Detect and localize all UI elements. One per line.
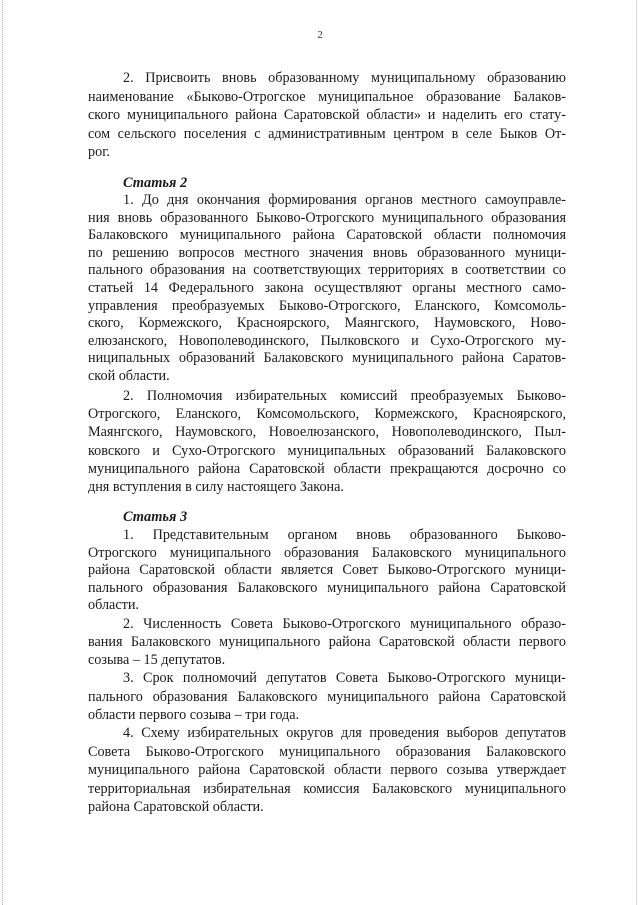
text-line: Маянгского, Наумовского, Новоелюзанского, Новополеводинского, Пыл-	[88, 424, 566, 441]
text-line: пального образования Балаковского муниципального района Саратовской	[88, 688, 566, 705]
article-3-paragraph-2	[88, 615, 566, 669]
text-line: статьей 14 Федерального закона осуществляют органы местного само-	[88, 279, 566, 296]
text-line: ниципальных образований Балаковского муниципального района Саратов-	[88, 350, 566, 367]
paragraph-name-assignment	[88, 69, 566, 162]
article-2-paragraph-2	[88, 387, 566, 496]
text-line: ской области.	[88, 367, 170, 384]
scan-edge-right	[636, 0, 637, 905]
text-line: 2. Полномочия избирательных комиссий преобразуемых Быково-	[123, 388, 566, 404]
text-line: 1. До дня окончания формирования органов местного самоуправле-	[123, 192, 566, 208]
article-3-paragraph-4	[88, 724, 566, 817]
text-line: дня вступления в силу настоящего Закона.	[88, 478, 344, 495]
scan-edge-left	[2, 0, 3, 905]
text-line: елюзанского, Новополеводинского, Пылковского и Сухо-Отрогского му-	[88, 332, 566, 349]
text-line: ковского и Сухо-Отрогского муниципальных образований Балаковского	[88, 442, 566, 459]
text-line: ского муниципального района Саратовской области» и наделить его стату-	[88, 107, 566, 123]
text-line: управления преобразуемых Быково-Отрогского, Еланского, Комсомоль-	[88, 297, 566, 314]
text-line: муниципального района Саратовской области первого созыва утверждает	[88, 762, 566, 778]
text-line: ния вновь образованного Быково-Отрогского муниципального образования	[88, 209, 566, 226]
article-3-paragraph-1	[88, 527, 566, 615]
text-line: территориальная избирательная комиссия Балаковского муниципального	[88, 780, 566, 797]
text-line: 3. Срок полномочий депутатов Совета Быково-Отрогского муници-	[123, 670, 566, 686]
text-line: пального образования на соответствующих территориях в соответствии со	[88, 262, 566, 279]
page-number: 2	[317, 29, 323, 41]
text-line: 1. Представительным органом вновь образованного Быково-	[123, 527, 566, 543]
article-3-paragraph-3	[88, 669, 566, 725]
text-line: наименование «Быково-Отрогское муниципальное образование Балаков-	[88, 88, 566, 105]
text-line: по решению вопросов местного значения вновь образованного муници-	[88, 244, 566, 261]
text-line: области.	[88, 597, 139, 613]
text-line: области первого созыва – три года.	[88, 707, 300, 723]
text-line: района Саратовской области является Совет Быково-Отрогского муници-	[88, 562, 566, 578]
article-3-heading: Статья 3	[123, 509, 188, 525]
article-2-paragraph-1	[88, 192, 566, 386]
text-line: рог.	[88, 144, 110, 160]
text-line: пального образования Балаковского муниципального района Саратовской	[88, 579, 566, 596]
text-line: Отрогского муниципального образования Балаковского муниципального	[88, 544, 566, 561]
text-line: Балаковского муниципального района Саратовской области полномочия	[88, 227, 566, 244]
text-line: муниципального района Саратовской области прекращаются досрочно со	[88, 460, 566, 477]
text-line: района Саратовской области.	[88, 799, 264, 815]
text-line: вания Балаковского муниципального района Саратовской области первого	[88, 634, 566, 650]
text-line: Совета Быково-Отрогского муниципального образования Балаковского	[88, 743, 566, 760]
text-line: 2. Присвоить вновь образованному муниципальному образованию	[123, 70, 566, 86]
text-line: Отрогского, Еланского, Комсомольского, Кормежского, Красноярского,	[88, 406, 566, 423]
text-line: 4. Схему избирательных округов для проведения выборов депутатов	[123, 725, 566, 741]
text-line: ского, Кормежского, Красноярского, Маянгского, Наумовского, Ново-	[88, 315, 566, 332]
article-2-heading: Статья 2	[123, 175, 188, 191]
text-line: созыва – 15 депутатов.	[88, 652, 226, 668]
text-line: сом сельского поселения с административным центром в селе Быков От-	[88, 125, 566, 142]
text-line: 2. Численность Совета Быково-Отрогского муниципального образо-	[123, 616, 566, 632]
